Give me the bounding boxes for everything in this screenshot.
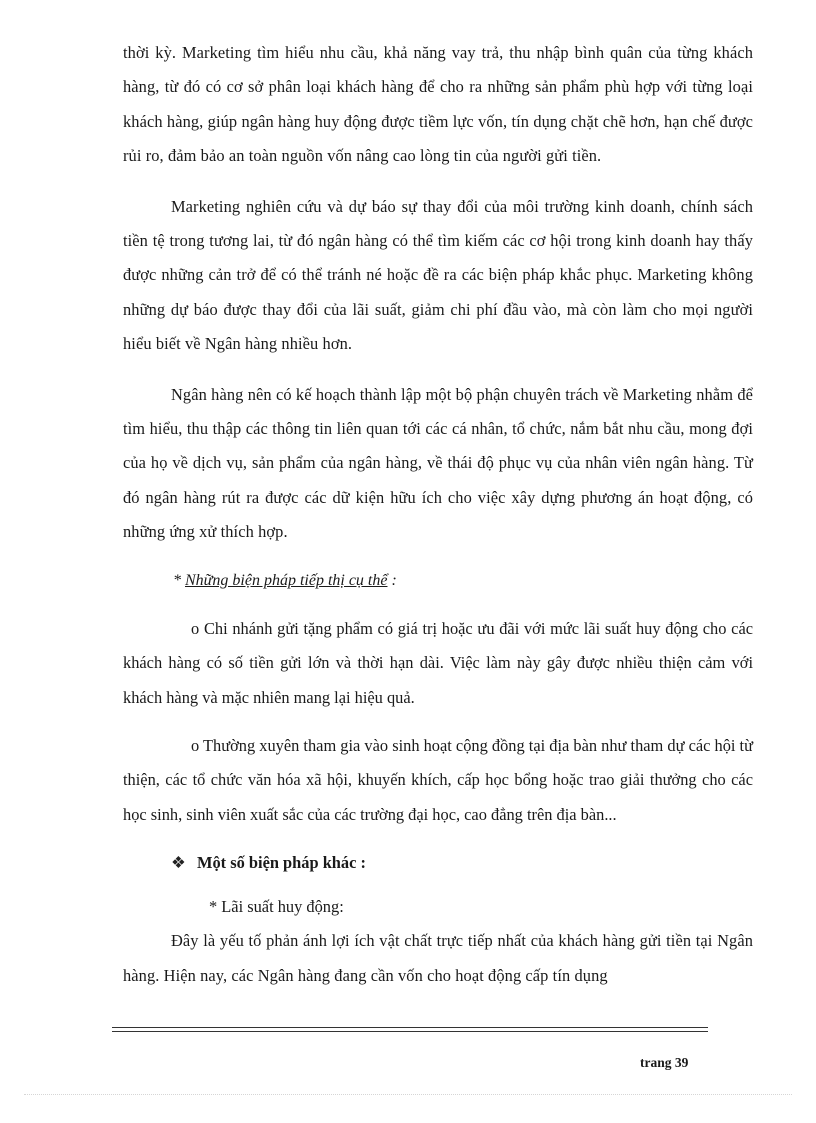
subheading-star: * — [173, 571, 185, 589]
paragraph-marketing-forecast: Marketing nghiên cứu và dự báo sự thay đổi của môi trường kinh doanh, chính sách tiền tệ trong tương lai, từ đó ngân hàng có thể tìm kiếm các cơ hội trong kinh doanh hay thấy được những cản trở để có thể tránh né hoặc đề ra các biện pháp khắc phục. Marketing không những dự báo được thay đổi của lãi suất, giảm chi phí đầu vào, mà còn làm cho mọi người hiểu biết về Ngân hàng nhiều hơn. — [123, 196, 753, 354]
page-number: trang 39 — [640, 1055, 689, 1070]
bullet-text: Thường xuyên tham gia vào sinh hoạt cộng đồng tại địa bàn như tham dự các hội từ thiện, các tổ chức văn hóa xã hội, khuyến khích, cấp học bổng hoặc trao giải thưởng cho các học sinh, sinh viên xuất sắc của các trường đại học, cao đẳng trên địa bàn... — [123, 735, 753, 824]
subheading-interest-rate: * Lãi suất huy động: — [209, 897, 344, 917]
paragraph-interest-rate: Đây là yếu tố phản ánh lợi ích vật chất trực tiếp nhất của khách hàng gửi tiền tại Ngân hàng. Hiện nay, các Ngân hàng đang cần vốn cho hoạt động cấp tín dụng — [123, 931, 753, 985]
bullet-item-community — [123, 729, 753, 832]
paragraph-continued: thời kỳ. Marketing tìm hiểu nhu cầu, khả năng vay trả, thu nhập bình quân của từng khách hàng, từ đó có cơ sở phân loại khách hàng để cho ra những sản phẩm phù hợp với từng loại khách hàng, giúp ngân hàng huy động được tiềm lực vốn, tín dụng chặt chẽ hơn, hạn chế được rủi ro, đảm bảo an toàn nguồn vốn nâng cao lòng tin của người gửi tiền. — [123, 43, 753, 166]
bullet-marker: o — [191, 618, 200, 638]
diamond-bullet-icon: ❖ — [171, 853, 186, 873]
subheading-colon: : — [391, 571, 397, 589]
bullet-marker: o — [191, 735, 200, 755]
bullet-text: Chi nhánh gửi tặng phẩm có giá trị hoặc ưu đãi với mức lãi suất huy động cho các khách hàng có số tiền gửi lớn và thời hạn dài. Việc làm này gây được nhiều thiện cảm với khách hàng và mặc nhiên mang lại hiệu quả. — [123, 618, 753, 707]
page-body — [123, 36, 753, 993]
subheading-marketing-measures — [123, 564, 753, 598]
subheading-text: Những biện pháp tiếp thị cụ thể — [185, 571, 388, 589]
page-edge-divider — [24, 1094, 792, 1095]
footer-double-rule — [112, 1027, 708, 1033]
bullet-item-gifts — [123, 612, 753, 715]
paragraph-marketing-department: Ngân hàng nên có kế hoạch thành lập một bộ phận chuyên trách về Marketing nhằm để tìm hiểu, thu thập các thông tin liên quan tới các cá nhân, tổ chức, nắm bắt nhu cầu, mong đợi của họ về dịch vụ, sản phẩm của ngân hàng, về thái độ phục vụ của nhân viên ngân hàng. Từ đó ngân hàng rút ra được các dữ kiện hữu ích cho việc xây dựng phương án hoạt động, có những ứng xử thích hợp. — [123, 384, 753, 542]
heading-other-measures — [123, 846, 753, 880]
footer-rule-top — [112, 1027, 708, 1028]
heading-other-measures-text: Một số biện pháp khác : — [197, 853, 366, 873]
footer-rule-bottom — [112, 1031, 708, 1032]
